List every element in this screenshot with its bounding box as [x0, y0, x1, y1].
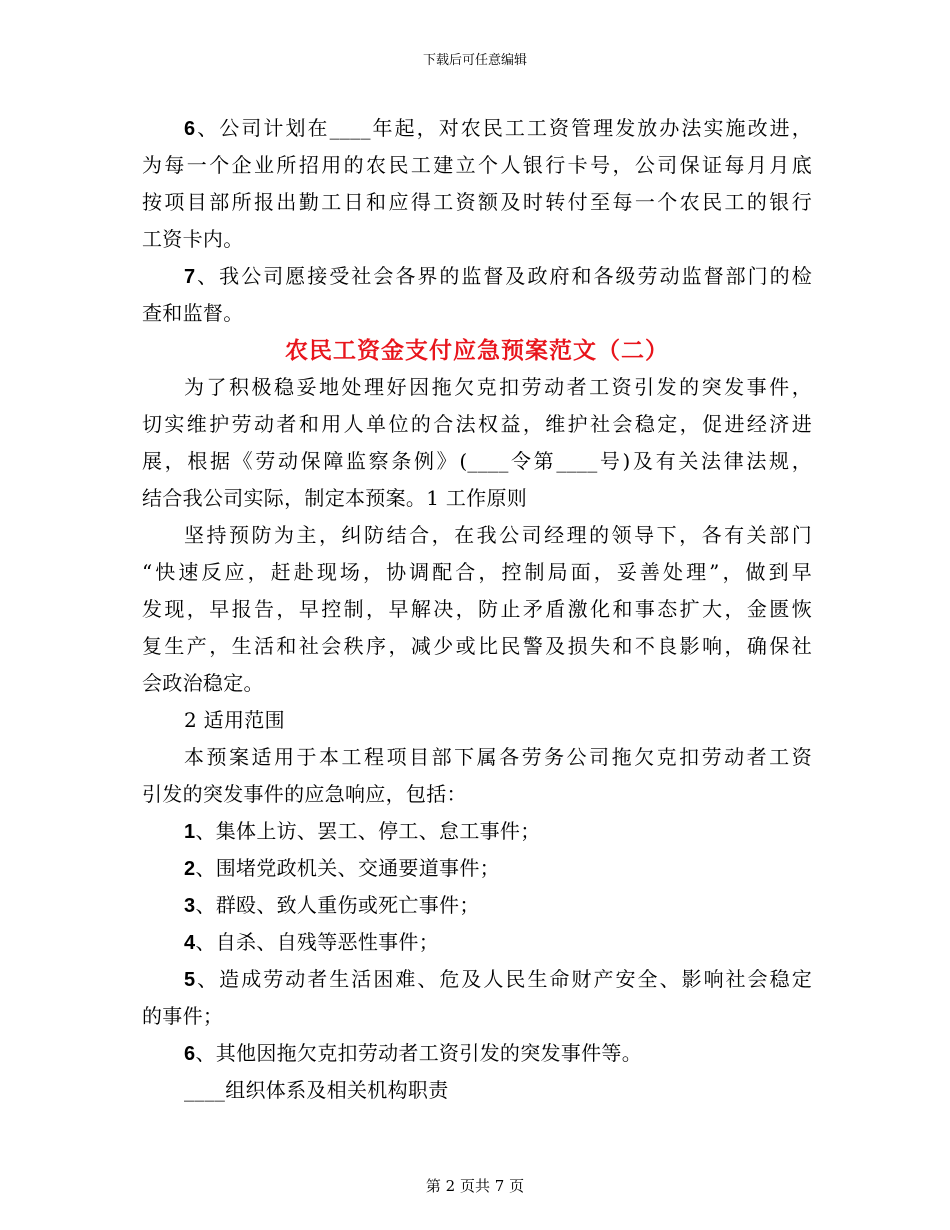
- item-number: 3: [184, 895, 196, 917]
- item-number: 2: [184, 858, 196, 880]
- page-footer: 第 2 页共 7 页: [425, 1177, 525, 1195]
- section-title: 农民工资金支付应急预案范文（二）: [285, 337, 669, 364]
- principle-line-3: 发现，早报告，早控制，早解决，防止矛盾激化和事态扩大，金匮恢: [142, 597, 812, 621]
- intro-line-1: 为了积极稳妥地处理好因拖欠克扣劳动者工资引发的突发事件，: [184, 375, 812, 399]
- document-body: [142, 110, 812, 1109]
- list-item: 4、自杀、自残等恶性事件；: [184, 930, 440, 954]
- list-item: 2、围堵党政机关、交通要道事件；: [184, 856, 500, 880]
- principle-line-2: “快速反应，赶赴现场，协调配合，控制局面，妥善处理”，做到早: [142, 560, 812, 584]
- list-item-continuation: 的事件；: [142, 1004, 224, 1028]
- scope-line-1: 本预案适用于本工程项目部下属各劳务公司拖欠克扣劳动者工资: [184, 745, 812, 769]
- principle-line-5: 会政治稳定。: [142, 671, 264, 695]
- scope-heading: 2 适用范围: [184, 708, 285, 732]
- intro-line-3: 展，根据《劳动保障监察条例》(____令第____号)及有关法律法规，: [142, 449, 812, 473]
- scope-line-2: 引发的突发事件的应急响应，包括：: [142, 782, 467, 806]
- item-6-line-2: 为每一个企业所招用的农民工建立个人银行卡号，公司保证每月月底: [142, 153, 812, 177]
- principle-line-4: 复生产，生活和社会秩序，减少或比民警及损失和不良影响，确保社: [142, 634, 812, 658]
- item-7-line-2: 查和监督。: [142, 301, 244, 325]
- org-heading: ____组织体系及相关机构职责: [184, 1078, 449, 1102]
- item-6-line-1: 6、公司计划在____年起，对农民工工资管理发放办法实施改进，: [184, 116, 812, 140]
- item-number: 6: [184, 118, 196, 140]
- item-6-line-3: 按项目部所报出勤工日和应得工资额及时转付至每一个农民工的银行: [142, 190, 812, 214]
- intro-line-4: 结合我公司实际，制定本预案。1 工作原则: [142, 486, 528, 510]
- principle-line-1: 坚持预防为主，纠防结合，在我公司经理的领导下，各有关部门: [184, 523, 812, 547]
- page-header: 下载后可任意编辑: [422, 53, 527, 68]
- item-7-line-1: 7、我公司愿接受社会各界的监督及政府和各级劳动监督部门的检: [184, 264, 812, 288]
- intro-line-2: 切实维护劳动者和用人单位的合法权益，维护社会稳定，促进经济进: [142, 412, 812, 436]
- item-number: 6: [184, 1043, 196, 1065]
- list-item: 6、其他因拖欠克扣劳动者工资引发的突发事件等。: [184, 1041, 643, 1065]
- item-6-line-4: 工资卡内。: [142, 227, 244, 251]
- item-number: 4: [184, 932, 196, 954]
- list-item: 1、集体上访、罢工、停工、怠工事件；: [184, 819, 541, 843]
- list-item: 3、群殴、致人重伤或死亡事件；: [184, 893, 480, 917]
- item-number: 7: [184, 266, 196, 288]
- item-number: 5: [184, 969, 196, 991]
- item-number: 1: [184, 821, 196, 843]
- list-item: 5、造成劳动者生活困难、危及人民生命财产安全、影响社会稳定: [184, 967, 812, 991]
